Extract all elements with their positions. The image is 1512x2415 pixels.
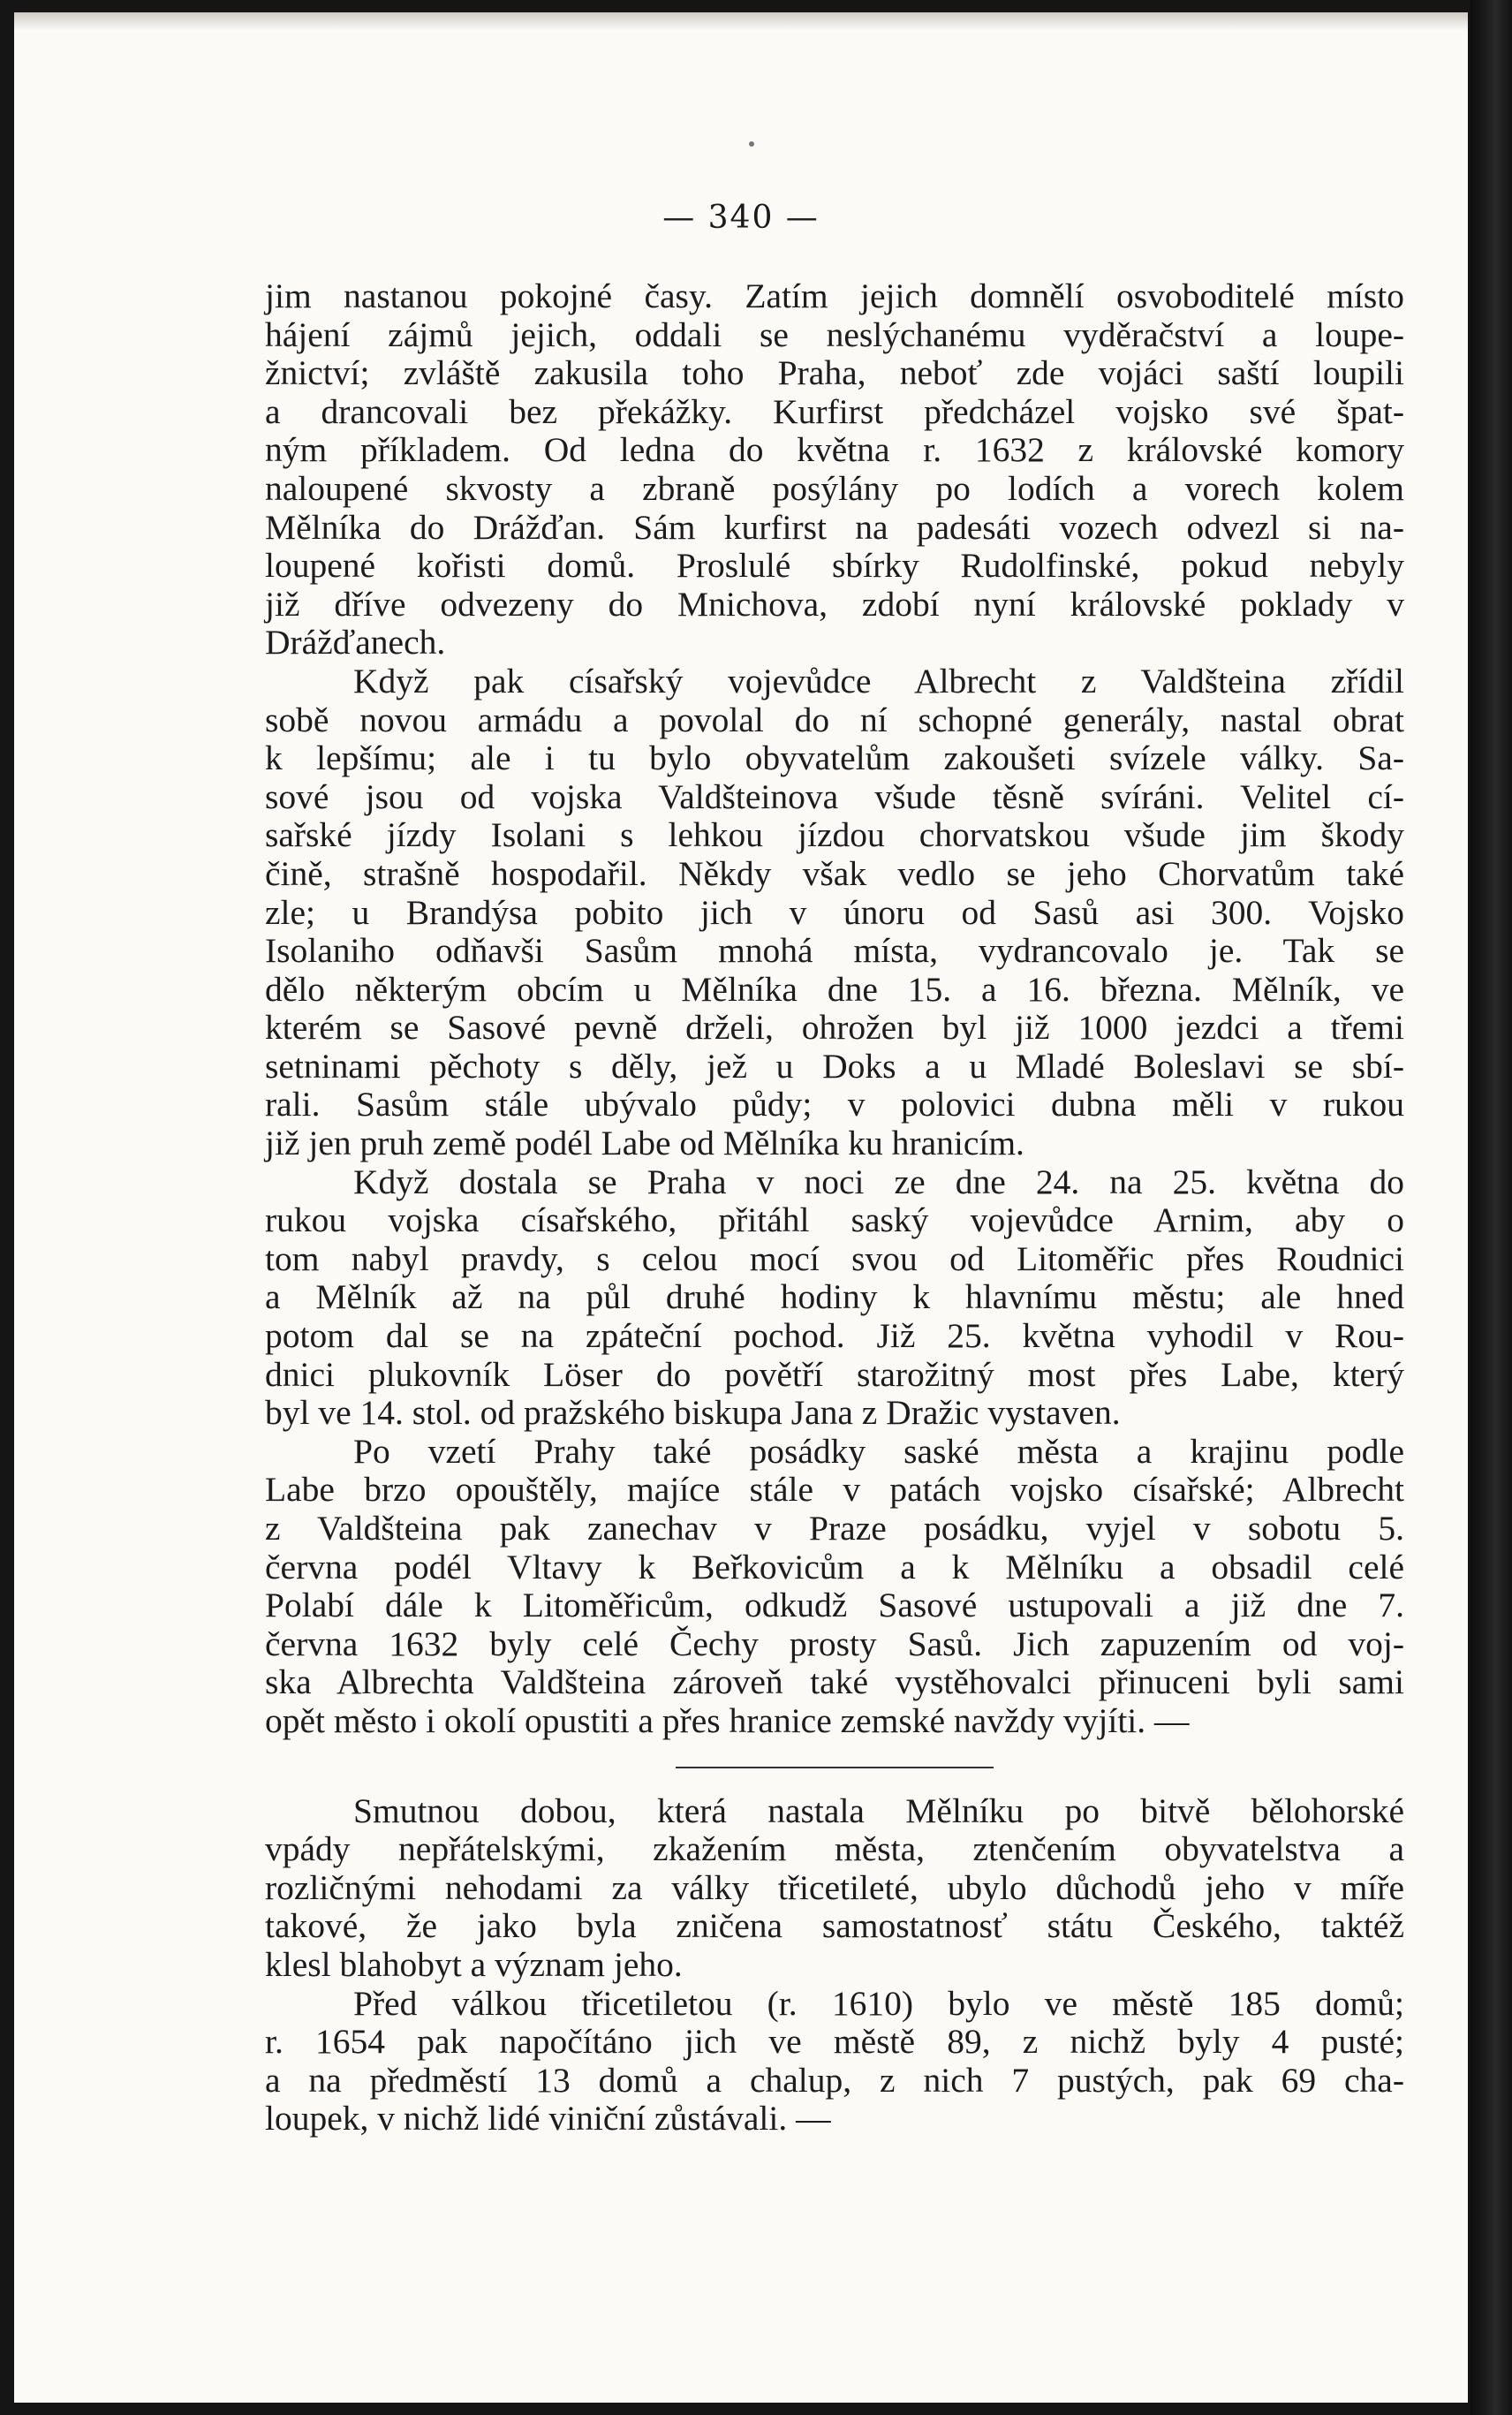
page-top-edge (14, 12, 1468, 30)
paragraph (265, 1985, 1404, 2139)
text-line: potom dal se na zpáteční pochod. Již 25. května vyhodil v Rou- (265, 1316, 1404, 1356)
text-line: z Valdšteina pak zanechav v Praze posádku, vyjel v sobotu 5. (265, 1509, 1404, 1548)
text-line: rukou vojska císařského, přitáhl saský vojevůdce Arnim, aby o (265, 1200, 1404, 1240)
text-line: zle; u Brandýsa pobito jich v únoru od Sasů asi 300. Vojsko (265, 892, 1404, 932)
text-line: Mělníka do Drážďan. Sám kurfirst na padesáti vozech odvezl si na- (265, 507, 1404, 547)
text-line: opět město i okolí opustiti a přes hranice zemské navždy vyjíti. — (265, 1700, 1190, 1740)
text-line: června podél Vltavy k Beřkovicům a k Mělníku a obsadil celé (265, 1547, 1404, 1586)
text-line: dělo některým obcím u Mělníka dne 15. a 16. března. Mělník, ve (265, 969, 1404, 1009)
text-line: takové, že jako byla zničena samostatnosť státu Českého, taktéž (265, 1906, 1404, 1946)
text-line: kterém se Sasové pevně drželi, ohrožen byl již 1000 jezdci a třemi (265, 1008, 1404, 1048)
text-line: a Mělník až na půl druhé hodiny k hlavnímu městu; ale hned (265, 1277, 1404, 1317)
page-text (265, 277, 1404, 2139)
text-line: tom nabyl pravdy, s celou mocí svou od Litoměřic přes Roudnici (265, 1238, 1404, 1278)
text-line: Před válkou třicetiletou (r. 1610) bylo ve městě 185 domů; (353, 1983, 1404, 2023)
text-line: a na předměstí 13 domů a chalup, z nich 7 pustých, pak 69 cha- (265, 2060, 1404, 2100)
text-line: a drancovali bez překážky. Kurfirst předcházel vojsko své špat- (265, 391, 1404, 431)
text-line: setninami pěchoty s děly, jež u Doks a u Mladé Boleslavi se sbí- (265, 1046, 1404, 1086)
paragraph (265, 1792, 1404, 1985)
paragraph (265, 1163, 1404, 1433)
book-page (14, 12, 1468, 2403)
text-line: žnictví; zvláště zakusila toho Praha, neboť zde vojáci saští loupili (265, 353, 1404, 393)
text-line: Smutnou dobou, která nastala Mělníku po bitvě bělohorské (353, 1790, 1404, 1830)
book-spine-shadow (1470, 0, 1512, 2415)
text-line: loupené kořisti domů. Proslulé sbírky Rudolfinské, pokud nebyly (265, 546, 1404, 586)
text-line: k lepšímu; ale i tu bylo obyvatelům zakoušeti svízele války. Sa- (265, 738, 1404, 778)
text-line: rali. Sasům stále ubývalo půdy; v polovici dubna měli v rukou (265, 1085, 1404, 1124)
text-line: naloupené skvosty a zbraně posýlány po lodích a vorech kolem (265, 468, 1404, 508)
text-line: Když dostala se Praha v noci ze dne 24. na 25. května do (353, 1162, 1404, 1201)
text-line: rozličnými nehodami za války třicetileté, ubylo důchodů jeho v míře (265, 1867, 1404, 1907)
text-line: června 1632 byly celé Čechy prosty Sasů. Jich zapuzením od voj- (265, 1624, 1404, 1663)
text-line: ným příkladem. Od ledna do května r. 1632 z královské komory (265, 430, 1404, 470)
text-line: dnici plukovník Löser do povětří starožitný most přes Labe, který (265, 1354, 1404, 1394)
text-line: Labe brzo opouštěly, majíce stále v patách vojsko císařské; Albrecht (265, 1470, 1404, 1510)
page-number: — 340 — (662, 200, 820, 236)
text-line: loupek, v nichž lidé viniční zůstávali. — (265, 2099, 831, 2139)
text-line: hájení zájmů jejich, oddali se neslýchanému vyděračství a loupe- (265, 314, 1404, 354)
text-line: Když pak císařský vojevůdce Albrecht z Valdšteina zřídil (353, 661, 1404, 700)
paragraph (265, 662, 1404, 1163)
text-line: vpády nepřátelskými, zkažením města, ztenčením obyvatelstva a (265, 1829, 1404, 1869)
text-line: čině, strašně hospodařil. Někdy však vedlo se jeho Chorvatům také (265, 853, 1404, 893)
paragraph (265, 277, 1404, 662)
text-line: sové jsou od vojska Valdšteinova všude těsně svíráni. Velitel cí- (265, 776, 1404, 816)
text-line: sařské jízdy Isolani s lehkou jízdou chorvatskou všude jim škody (265, 815, 1404, 855)
text-line: byl ve 14. stol. od pražského biskupa Jana z Dražic vystaven. (265, 1393, 1121, 1433)
print-speck (749, 141, 754, 147)
text-line: Drážďanech. (265, 623, 446, 662)
text-line: již jen pruh země podél Labe od Mělníka ku hranicím. (265, 1124, 1024, 1163)
text-line: ska Albrechta Valdšteina zároveň také vystěhovalci přinuceni byli sami (265, 1662, 1404, 1702)
text-line: jim nastanou pokojné časy. Zatím jejich domnělí osvoboditelé místo (265, 276, 1404, 315)
section-divider (676, 1767, 994, 1768)
text-line: sobě novou armádu a povolal do ní schopné generály, nastal obrat (265, 700, 1404, 739)
text-line: Polabí dále k Litoměřicům, odkudž Sasové ustupovali a již dne 7. (265, 1586, 1404, 1625)
paragraph (265, 1433, 1404, 1741)
text-line: Isolaniho odňavši Sasům mnohá místa, vydrancovalo je. Tak se (265, 931, 1404, 971)
text-line: r. 1654 pak napočítáno jich ve městě 89, z nichž byly 4 pusté; (265, 2022, 1404, 2062)
text-line: již dříve odvezeny do Mnichova, zdobí nyní královské poklady v (265, 584, 1404, 624)
text-line: klesl blahobyt a význam jeho. (265, 1944, 683, 1984)
text-line: Po vzetí Prahy také posádky saské města a krajinu podle (353, 1431, 1404, 1471)
